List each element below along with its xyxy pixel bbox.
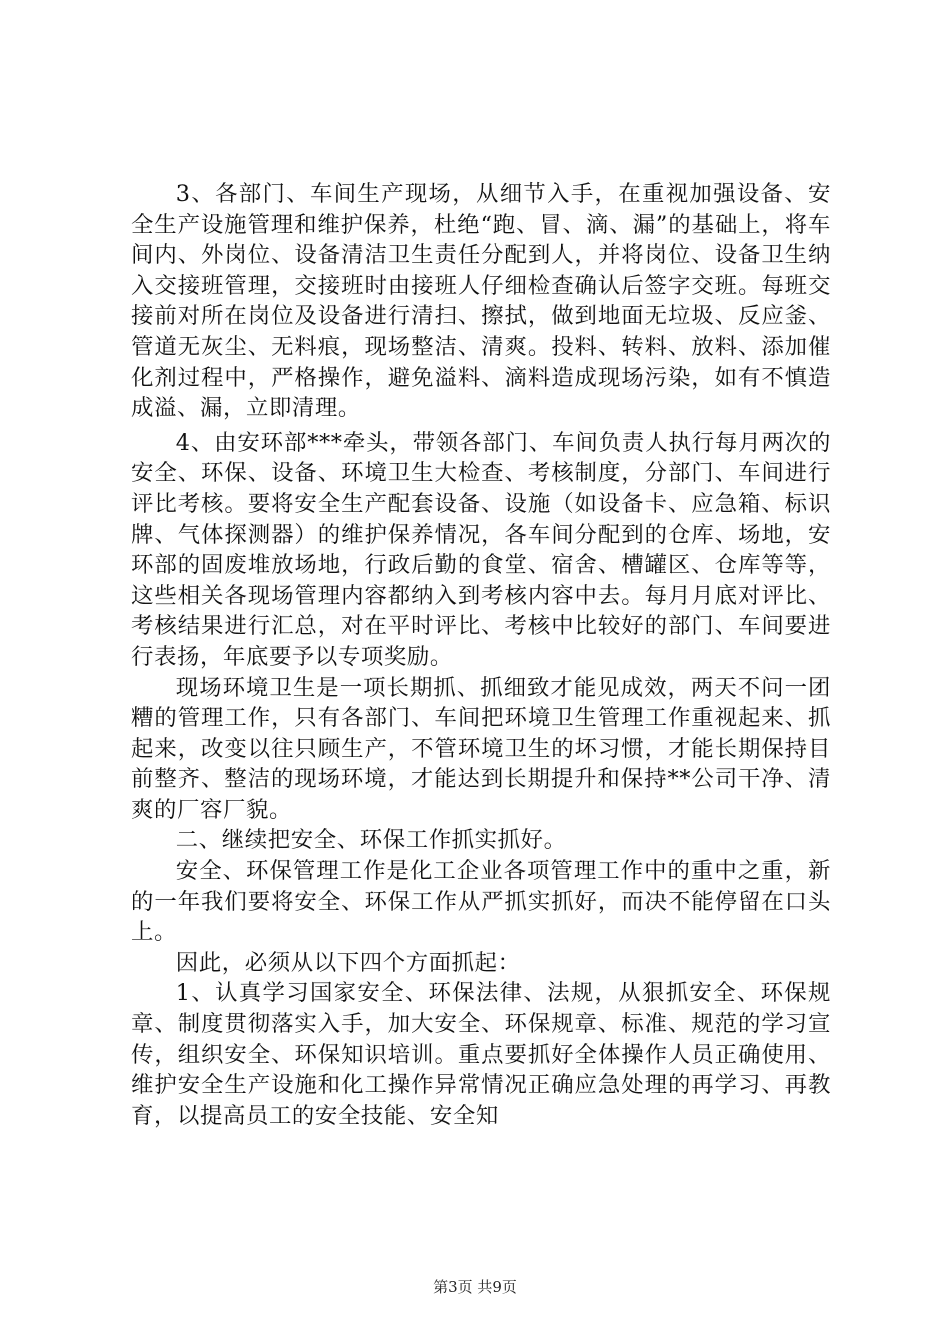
paragraph-environment-summary: 现场环境卫生是一项长期抓、抓细致才能见成效，两天不问一团糟的管理工作，只有各部门、车间把环境卫生管理工作重视起来、抓起来，改变以往只顾生产，不管环境卫生的坏习惯，才能长期保持目前整齐、整洁的现场环境，才能达到长期提升和保持**公司干净、清爽的厂容厂貌。	[131, 674, 831, 823]
paragraph-four-aspects: 因此，必须从以下四个方面抓起：	[175, 949, 521, 976]
paragraph-safety-intro: 安全、环保管理工作是化工企业各项管理工作中的重中之重，新的一年我们要将安全、环保工作从严抓实抓好，而决不能停留在口头上。	[131, 858, 831, 946]
section-heading-safety: 二、继续把安全、环保工作抓实抓好。	[175, 827, 567, 854]
paragraph-item-4: 4、由安环部***牵头，带领各部门、车间负责人执行每月两次的安全、环保、设备、环境卫生大检查、考核制度，分部门、车间进行评比考核。要将安全生产配套设备、设施（如设备卡、应急箱、标识牌、气体探测器）的维护保养情况，各车间分配到的仓库、场地，安环部的固废堆放场地，行政后勤的食堂、宿舍、槽罐区、仓库等等，这些相关各现场管理内容都纳入到考核内容中去。每月月底对评比、考核结果进行汇总，对在平时评比、考核中比较好的部门、车间要进行表扬，年底要予以专项奖励。	[131, 429, 831, 670]
page-footer: 第3页 共9页	[433, 1278, 517, 1296]
document-body	[131, 179, 831, 1131]
paragraph-item-3: 3、各部门、车间生产现场，从细节入手，在重视加强设备、安全生产设施管理和维护保养，杜绝“跑、冒、滴、漏”的基础上，将车间内、外岗位、设备清洁卫生责任分配到人，并将岗位、设备卫生纳入交接班管理，交接班时由接班人仔细检查确认后签字交班。每班交接前对所在岗位及设备进行清扫、擦拭，做到地面无垃圾、反应釜、管道无灰尘、无料痕，现场整洁、清爽。投料、转料、放料、添加催化剂过程中，严格操作，避免溢料、滴料造成现场污染，如有不慎造成溢、漏，立即清理。	[131, 181, 831, 422]
paragraph-item-1: 1、认真学习国家安全、环保法律、法规，从狠抓安全、环保规章、制度贯彻落实入手，加大安全、环保规章、标准、规范的学习宣传，组织安全、环保知识培训。重点要抓好全体操作人员正确使用、维护安全生产设施和化工操作异常情况正确应急处理的再学习、再教育，以提高员工的安全技能、安全知	[131, 980, 831, 1129]
